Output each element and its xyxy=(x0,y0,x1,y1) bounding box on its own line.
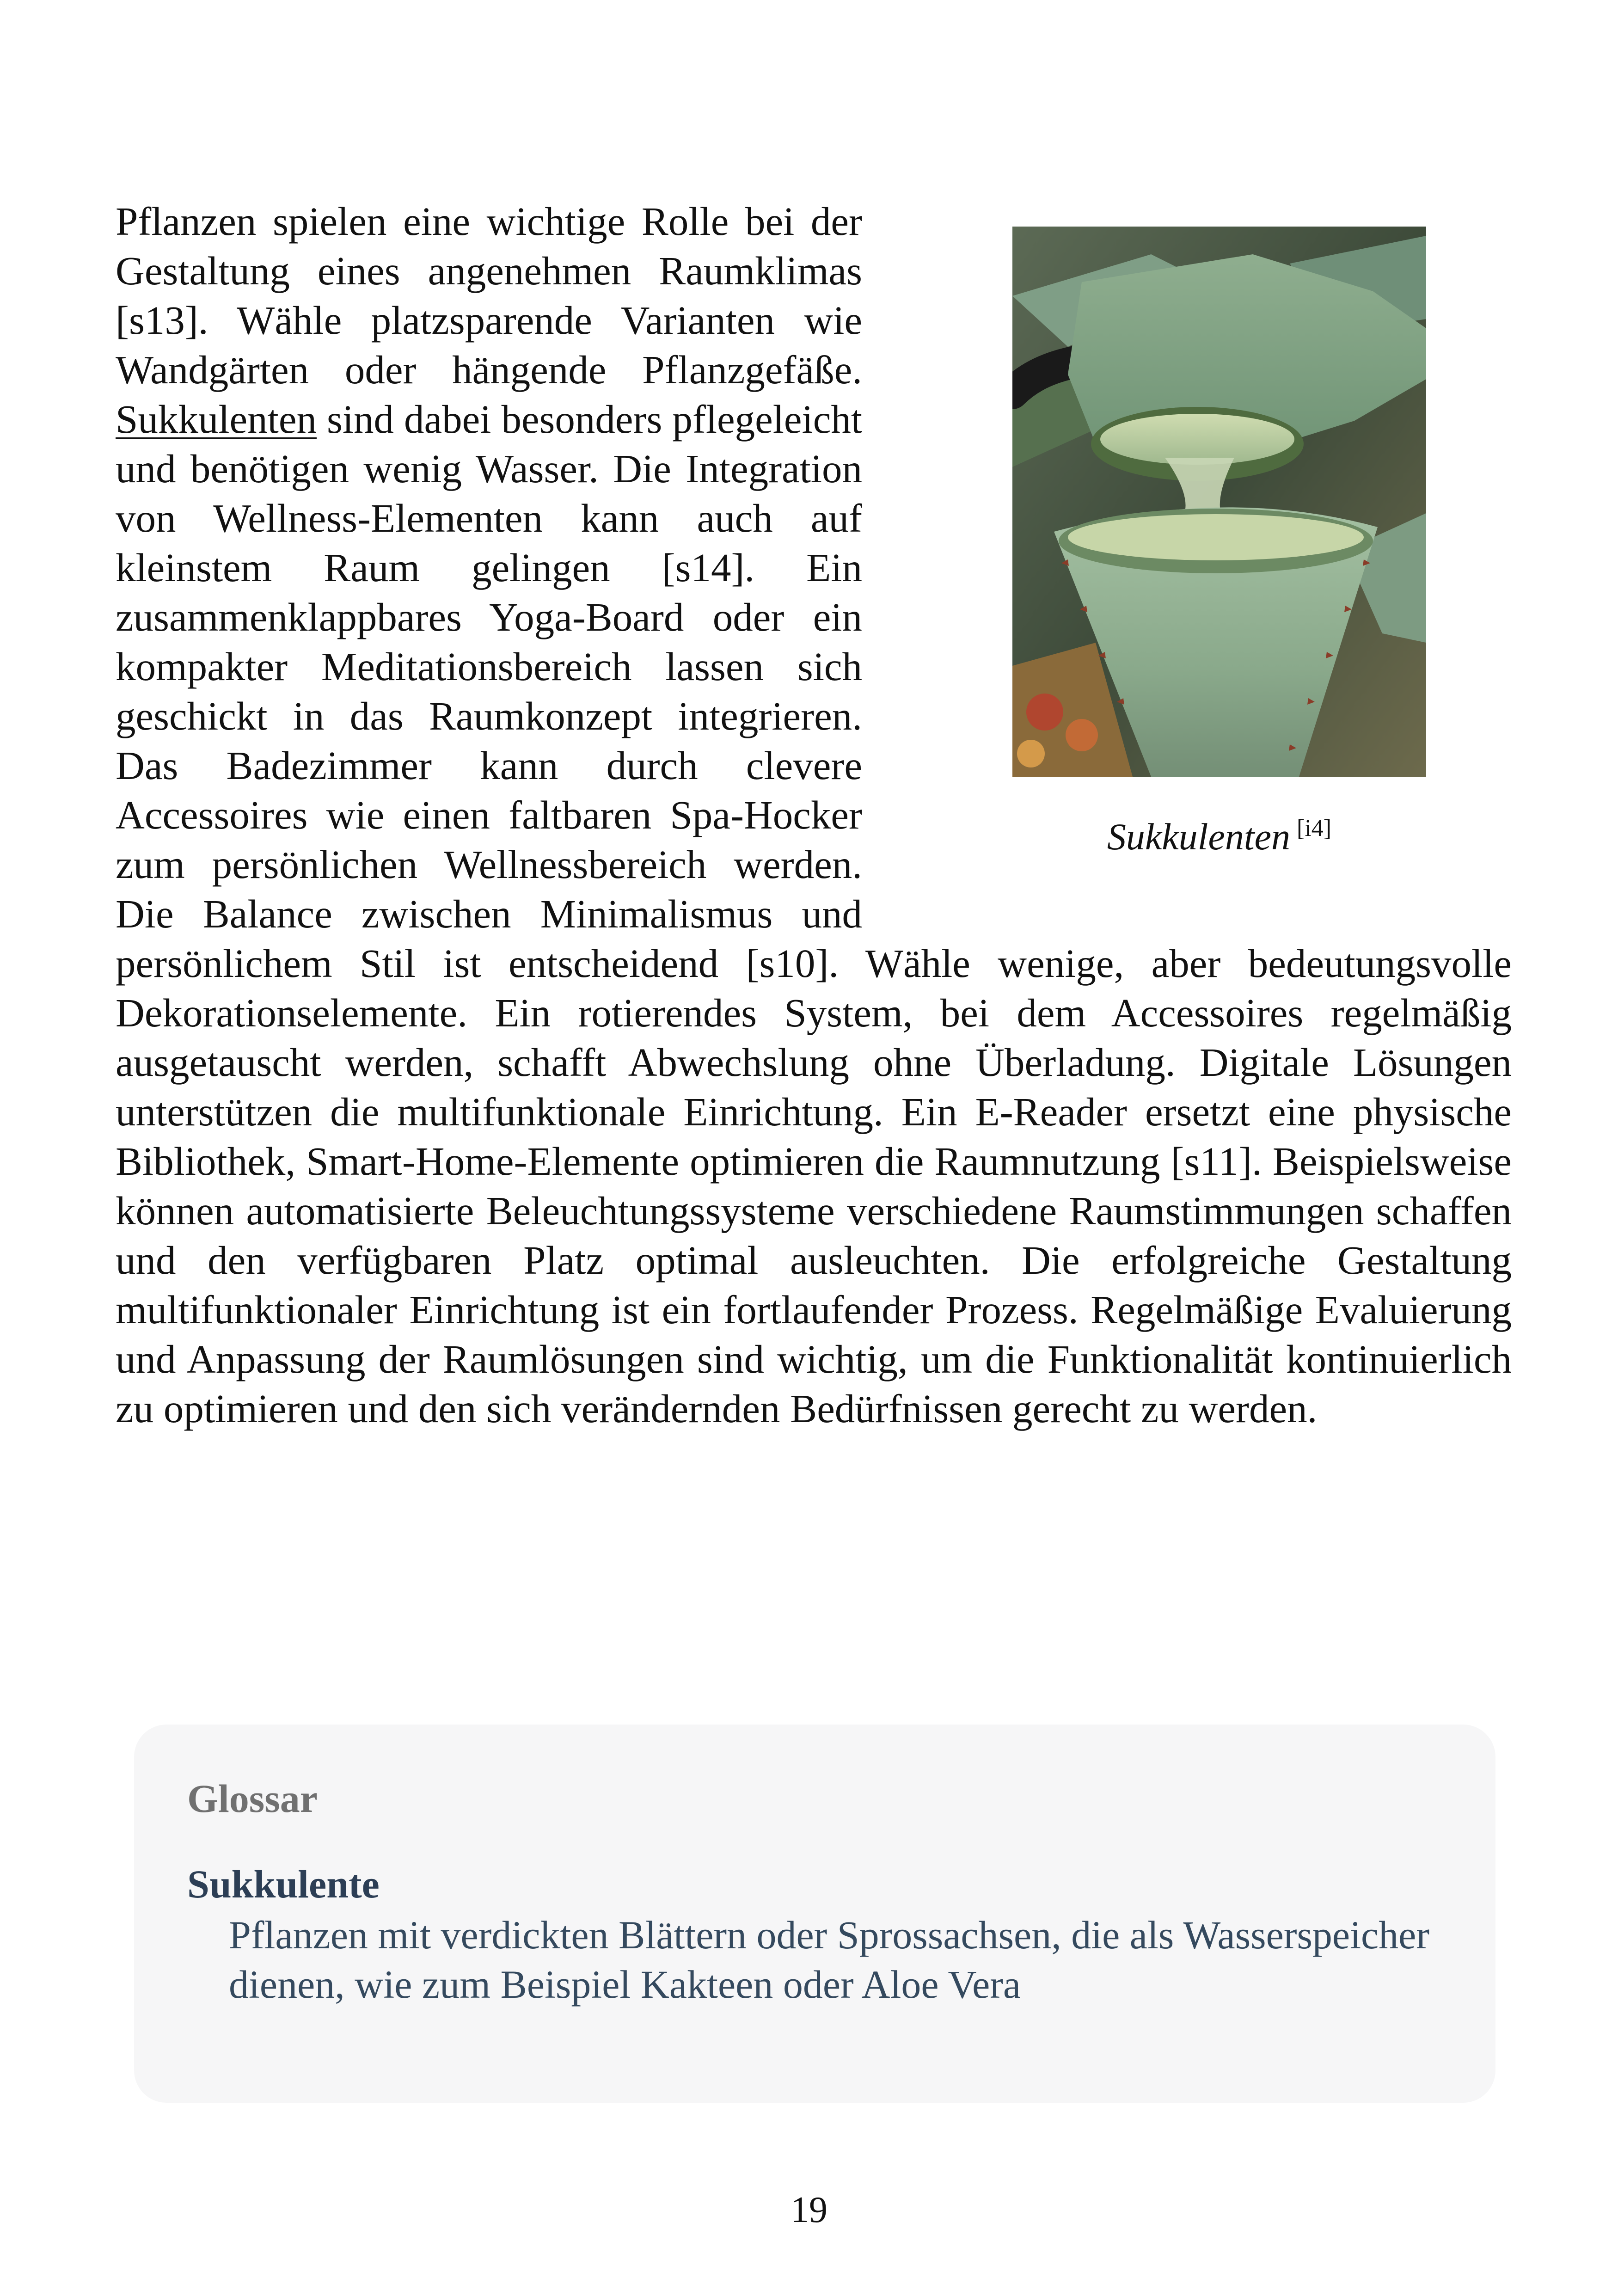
succulent-illustration xyxy=(1012,227,1426,777)
figure-caption xyxy=(1012,816,1426,858)
sukkulenten-link[interactable]: Sukkulenten xyxy=(116,397,317,442)
body-text-part1: Pflanzen spielen eine wichtige Rolle bei der Gestaltung eines angenehmen Raumklimas [s13]. Wähle platzsparende Varianten wie Wandgärten oder hängende Pflanzgefäße. xyxy=(116,199,862,392)
body-text xyxy=(116,196,1512,1433)
caption-reference: [i4] xyxy=(1297,815,1332,841)
glossary-heading: Glossar xyxy=(187,1776,318,1821)
glossary-term: Sukkulente xyxy=(187,1862,380,1906)
caption-text: Sukkulenten xyxy=(1107,816,1291,858)
page-number: 19 xyxy=(791,2190,827,2230)
body-text-part2: sind dabei besonders pflegeleicht und benötigen wenig Wasser. Die Integration von Wellness-Elementen kann auch auf kleinstem Raum gelingen [s14]. Ein zusammenklappbares Yoga-Board oder ein kompakter Meditationsbereich lassen sich geschickt in das Raumkonzept integrieren. Das Badezimmer kann durch clevere Accessoires wie einen faltbaren Spa-Hocker zum persönlichen Wellnessbereich werden. Die Balance zwischen Minimalismus und persönlichem Stil ist entscheidend [s10]. Wähle wenige, aber bedeutungsvolle Dekorationselemente. Ein rotierendes System, bei dem Accessoires regelmäßig ausgetauscht werden, schafft Abwechslung ohne Überladung. Digitale Lösungen unterstützen die multifunktionale Einrichtung. Ein E-Reader ersetzt eine physische Bibliothek, Smart-Home-Elemente optimieren die Raumnutzung [s11]. Beispielsweise können automatisierte Beleuchtungssysteme verschiedene Raumstimmungen schaffen und den verfügbaren Platz optimal ausleuchten. Die erfolgreiche Gestaltung multifunktionaler Einrichtung ist ein fortlaufender Prozess. Regelmäßige Evaluierung und Anpassung der Raumlösungen sind wichtig, um die Funktionalität kontinuierlich zu optimieren und den sich verändernden Bedürfnissen gerecht zu werden. xyxy=(116,397,1512,1431)
glossary-box xyxy=(134,1725,1495,2103)
figure xyxy=(871,196,1512,927)
glossary-definition: Pflanzen mit verdickten Blättern oder Sprossachsen, die als Wasserspeicher dienen, wie zum Beispiel Kakteen oder Aloe Vera xyxy=(229,1913,1429,2007)
succulent-photo xyxy=(1012,227,1426,777)
